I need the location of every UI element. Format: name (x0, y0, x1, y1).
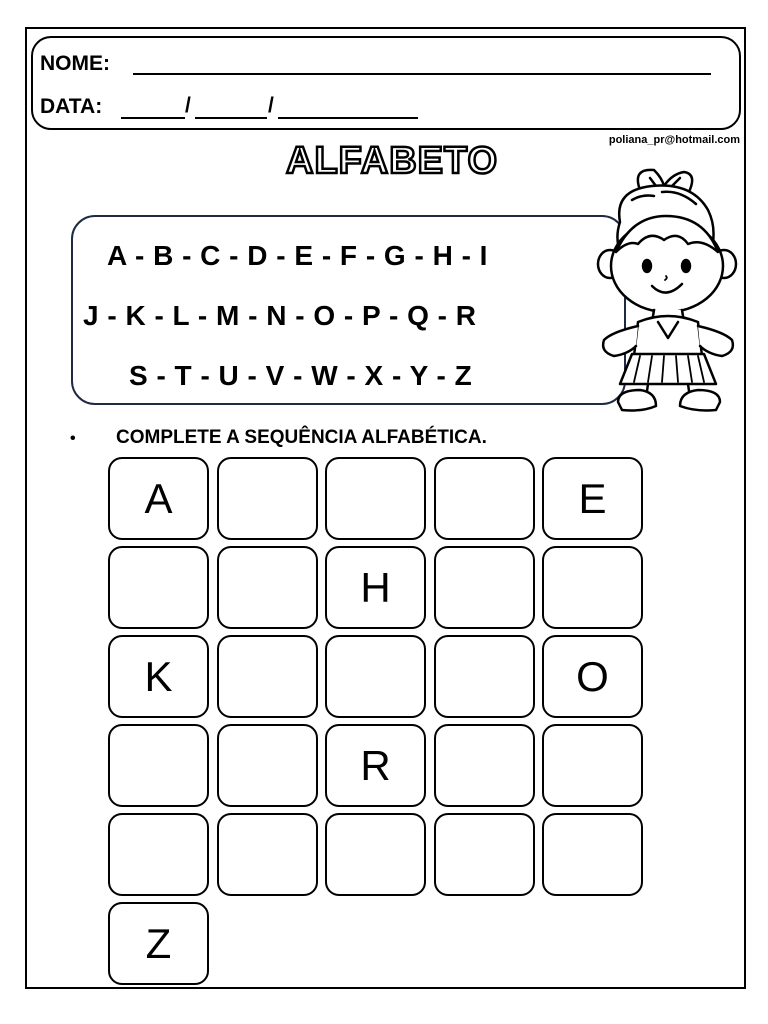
empty-letter-cell[interactable] (217, 546, 318, 629)
date-day-line[interactable] (121, 117, 185, 119)
empty-letter-cell[interactable] (217, 635, 318, 718)
alphabet-row-3: S - T - U - V - W - X - Y - Z (129, 360, 473, 391)
empty-letter-cell[interactable] (217, 457, 318, 540)
header-box (31, 36, 741, 130)
empty-letter-cell[interactable] (325, 457, 426, 540)
name-field-line[interactable] (133, 73, 711, 75)
empty-letter-cell[interactable] (542, 813, 643, 896)
empty-letter-cell[interactable] (434, 813, 535, 896)
date-separator: / (185, 94, 191, 117)
page-title: ALFABETO (286, 140, 499, 182)
date-month-line[interactable] (195, 117, 267, 119)
instruction-text: COMPLETE A SEQUÊNCIA ALFABÉTICA. (116, 427, 487, 448)
alphabet-row-2: J - K - L - M - N - O - P - Q - R (83, 300, 477, 331)
empty-letter-cell[interactable] (542, 546, 643, 629)
date-label: DATA: (40, 95, 103, 118)
bullet: • (70, 430, 76, 447)
empty-letter-cell[interactable] (325, 635, 426, 718)
empty-letter-cell[interactable] (217, 813, 318, 896)
date-separator: / (268, 94, 274, 117)
empty-letter-cell[interactable] (434, 457, 535, 540)
letter-cell: K (108, 635, 209, 718)
letter-cell: A (108, 457, 209, 540)
empty-letter-cell[interactable] (108, 813, 209, 896)
name-label: NOME: (40, 52, 110, 75)
alphabet-row-1: A - B - C - D - E - F - G - H - I (107, 240, 488, 271)
instruction (70, 427, 487, 449)
empty-letter-cell[interactable] (217, 724, 318, 807)
empty-letter-cell[interactable] (542, 724, 643, 807)
letter-cell: R (325, 724, 426, 807)
empty-letter-cell[interactable] (434, 724, 535, 807)
empty-letter-cell[interactable] (434, 635, 535, 718)
empty-letter-cell[interactable] (325, 813, 426, 896)
empty-letter-cell[interactable] (108, 724, 209, 807)
letter-cell: Z (108, 902, 209, 985)
empty-letter-cell[interactable] (108, 546, 209, 629)
author-email: poliana_pr@hotmail.com (608, 134, 740, 146)
girl-cartoon-icon (592, 160, 744, 422)
letter-cell: E (542, 457, 643, 540)
letter-cell: O (542, 635, 643, 718)
date-year-line[interactable] (278, 117, 418, 119)
empty-letter-cell[interactable] (434, 546, 535, 629)
letter-cell: H (325, 546, 426, 629)
